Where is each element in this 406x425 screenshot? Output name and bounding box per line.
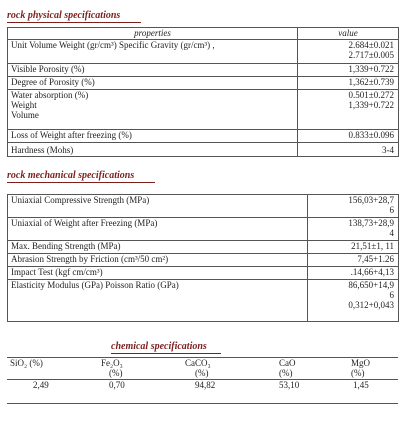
mechanical-title-underline xyxy=(7,182,155,183)
chem-header-line1: SiO₂ (%) xyxy=(10,358,43,368)
physical-header-row xyxy=(8,28,399,40)
row-label: Elasticity Modulus (GPa) Poisson Ratio (GPa) xyxy=(8,280,308,322)
table-row xyxy=(8,267,399,280)
row-value-line1: 86,650+14,9 xyxy=(348,280,394,290)
row-label: Max. Bending Strength (MPa) xyxy=(8,241,308,254)
row-value-line1: 138,73+28,9 xyxy=(348,218,394,228)
row-value: 3-4 xyxy=(298,143,399,157)
chem-header-line2: (%) xyxy=(109,368,123,378)
physical-section-title: rock physical specifications xyxy=(7,10,121,21)
table-row xyxy=(8,280,399,322)
physical-table xyxy=(7,27,399,157)
table-row xyxy=(8,40,399,64)
row-label xyxy=(8,90,298,130)
row-value xyxy=(308,195,399,218)
chem-value-mgo: 1,45 xyxy=(331,380,398,404)
row-value: 1,339+0.722 xyxy=(298,64,399,77)
chemical-values-row xyxy=(7,380,398,404)
row-label-line1: Water absorption (%) xyxy=(11,90,89,100)
table-row xyxy=(8,143,399,157)
chemical-header-row xyxy=(7,358,398,380)
chem-header-line2: (%) xyxy=(195,368,209,378)
row-value: .14,66+4,13 xyxy=(308,267,399,280)
row-label: Unit Volume Weight (gr/cm³) Specific Gravity (gr/cm³) , xyxy=(8,40,298,64)
row-value xyxy=(298,90,399,130)
chemical-title-underline xyxy=(111,353,221,354)
row-value xyxy=(308,218,399,241)
chem-value-caco3: 94,82 xyxy=(169,380,255,404)
row-label: Loss of Weight after freezing (%) xyxy=(8,130,298,143)
mechanical-section-title: rock mechanical specifications xyxy=(7,170,135,181)
row-label: Uniaxial of Weight after Freezing (MPa) xyxy=(8,218,308,241)
row-value xyxy=(308,280,399,322)
row-value xyxy=(298,40,399,64)
chem-header-mgo xyxy=(331,358,398,380)
row-value: 0.833±0.096 xyxy=(298,130,399,143)
row-value-line3: 0,312+0,043 xyxy=(348,300,394,310)
chem-header-line1: CaO xyxy=(279,358,296,368)
table-row xyxy=(8,218,399,241)
table-row xyxy=(8,241,399,254)
row-label-line2: Weight xyxy=(11,100,37,110)
chem-header-caco3 xyxy=(169,358,255,380)
row-value-line1: 156,03+28,7 xyxy=(348,195,394,205)
table-row xyxy=(8,90,399,130)
chemical-table xyxy=(7,357,398,404)
row-value: 7,45+1.26 xyxy=(308,254,399,267)
row-label: Abrasion Strength by Friction (cm³/50 cm²) xyxy=(8,254,308,267)
chem-header-sio2 xyxy=(7,358,87,380)
row-value-line1: 0.501±0.272 xyxy=(348,90,394,100)
row-value-line2: 6 xyxy=(389,205,394,215)
row-value: 21,51±1, 11 xyxy=(308,241,399,254)
chem-header-fe2o3 xyxy=(87,358,169,380)
row-value-line2: 4 xyxy=(389,228,394,238)
chem-header-line1: CaCO₃ xyxy=(185,358,211,368)
properties-header: properties xyxy=(8,28,298,40)
chemical-section-title: chemical specifications xyxy=(111,341,207,352)
row-value-line2: 2.717±0.005 xyxy=(348,50,394,60)
chem-value-cao: 53,10 xyxy=(255,380,331,404)
row-label: Degree of Porosity (%) xyxy=(8,77,298,90)
chem-header-line1: MgO xyxy=(351,358,371,368)
row-value: 1,362±0.739 xyxy=(298,77,399,90)
row-label-line3: Volume xyxy=(11,110,39,120)
chem-header-line2: (%) xyxy=(351,368,365,378)
row-value-line1: 2.684±0.021 xyxy=(348,40,394,50)
chem-value-fe2o3: 0,70 xyxy=(87,380,169,404)
row-label: Hardness (Mohs) xyxy=(8,143,298,157)
row-label: Uniaxial Compressive Strength (MPa) xyxy=(8,195,308,218)
physical-title-underline xyxy=(7,22,141,23)
table-row xyxy=(8,254,399,267)
table-row xyxy=(8,77,399,90)
row-label: Impact Test (kgf cm/cm³) xyxy=(8,267,308,280)
row-value-line2: 1,339+0.722 xyxy=(348,100,394,110)
chem-header-cao xyxy=(255,358,331,380)
table-row xyxy=(8,64,399,77)
chem-header-line2: (%) xyxy=(279,368,293,378)
row-value-line2: 6 xyxy=(389,290,394,300)
chem-value-sio2: 2,49 xyxy=(7,380,87,404)
table-row xyxy=(8,130,399,143)
value-header: value xyxy=(298,28,399,40)
row-label: Visible Porosity (%) xyxy=(8,64,298,77)
table-row xyxy=(8,195,399,218)
mechanical-table xyxy=(7,194,399,322)
chem-header-line1: Fe₂O₃ xyxy=(101,358,123,368)
